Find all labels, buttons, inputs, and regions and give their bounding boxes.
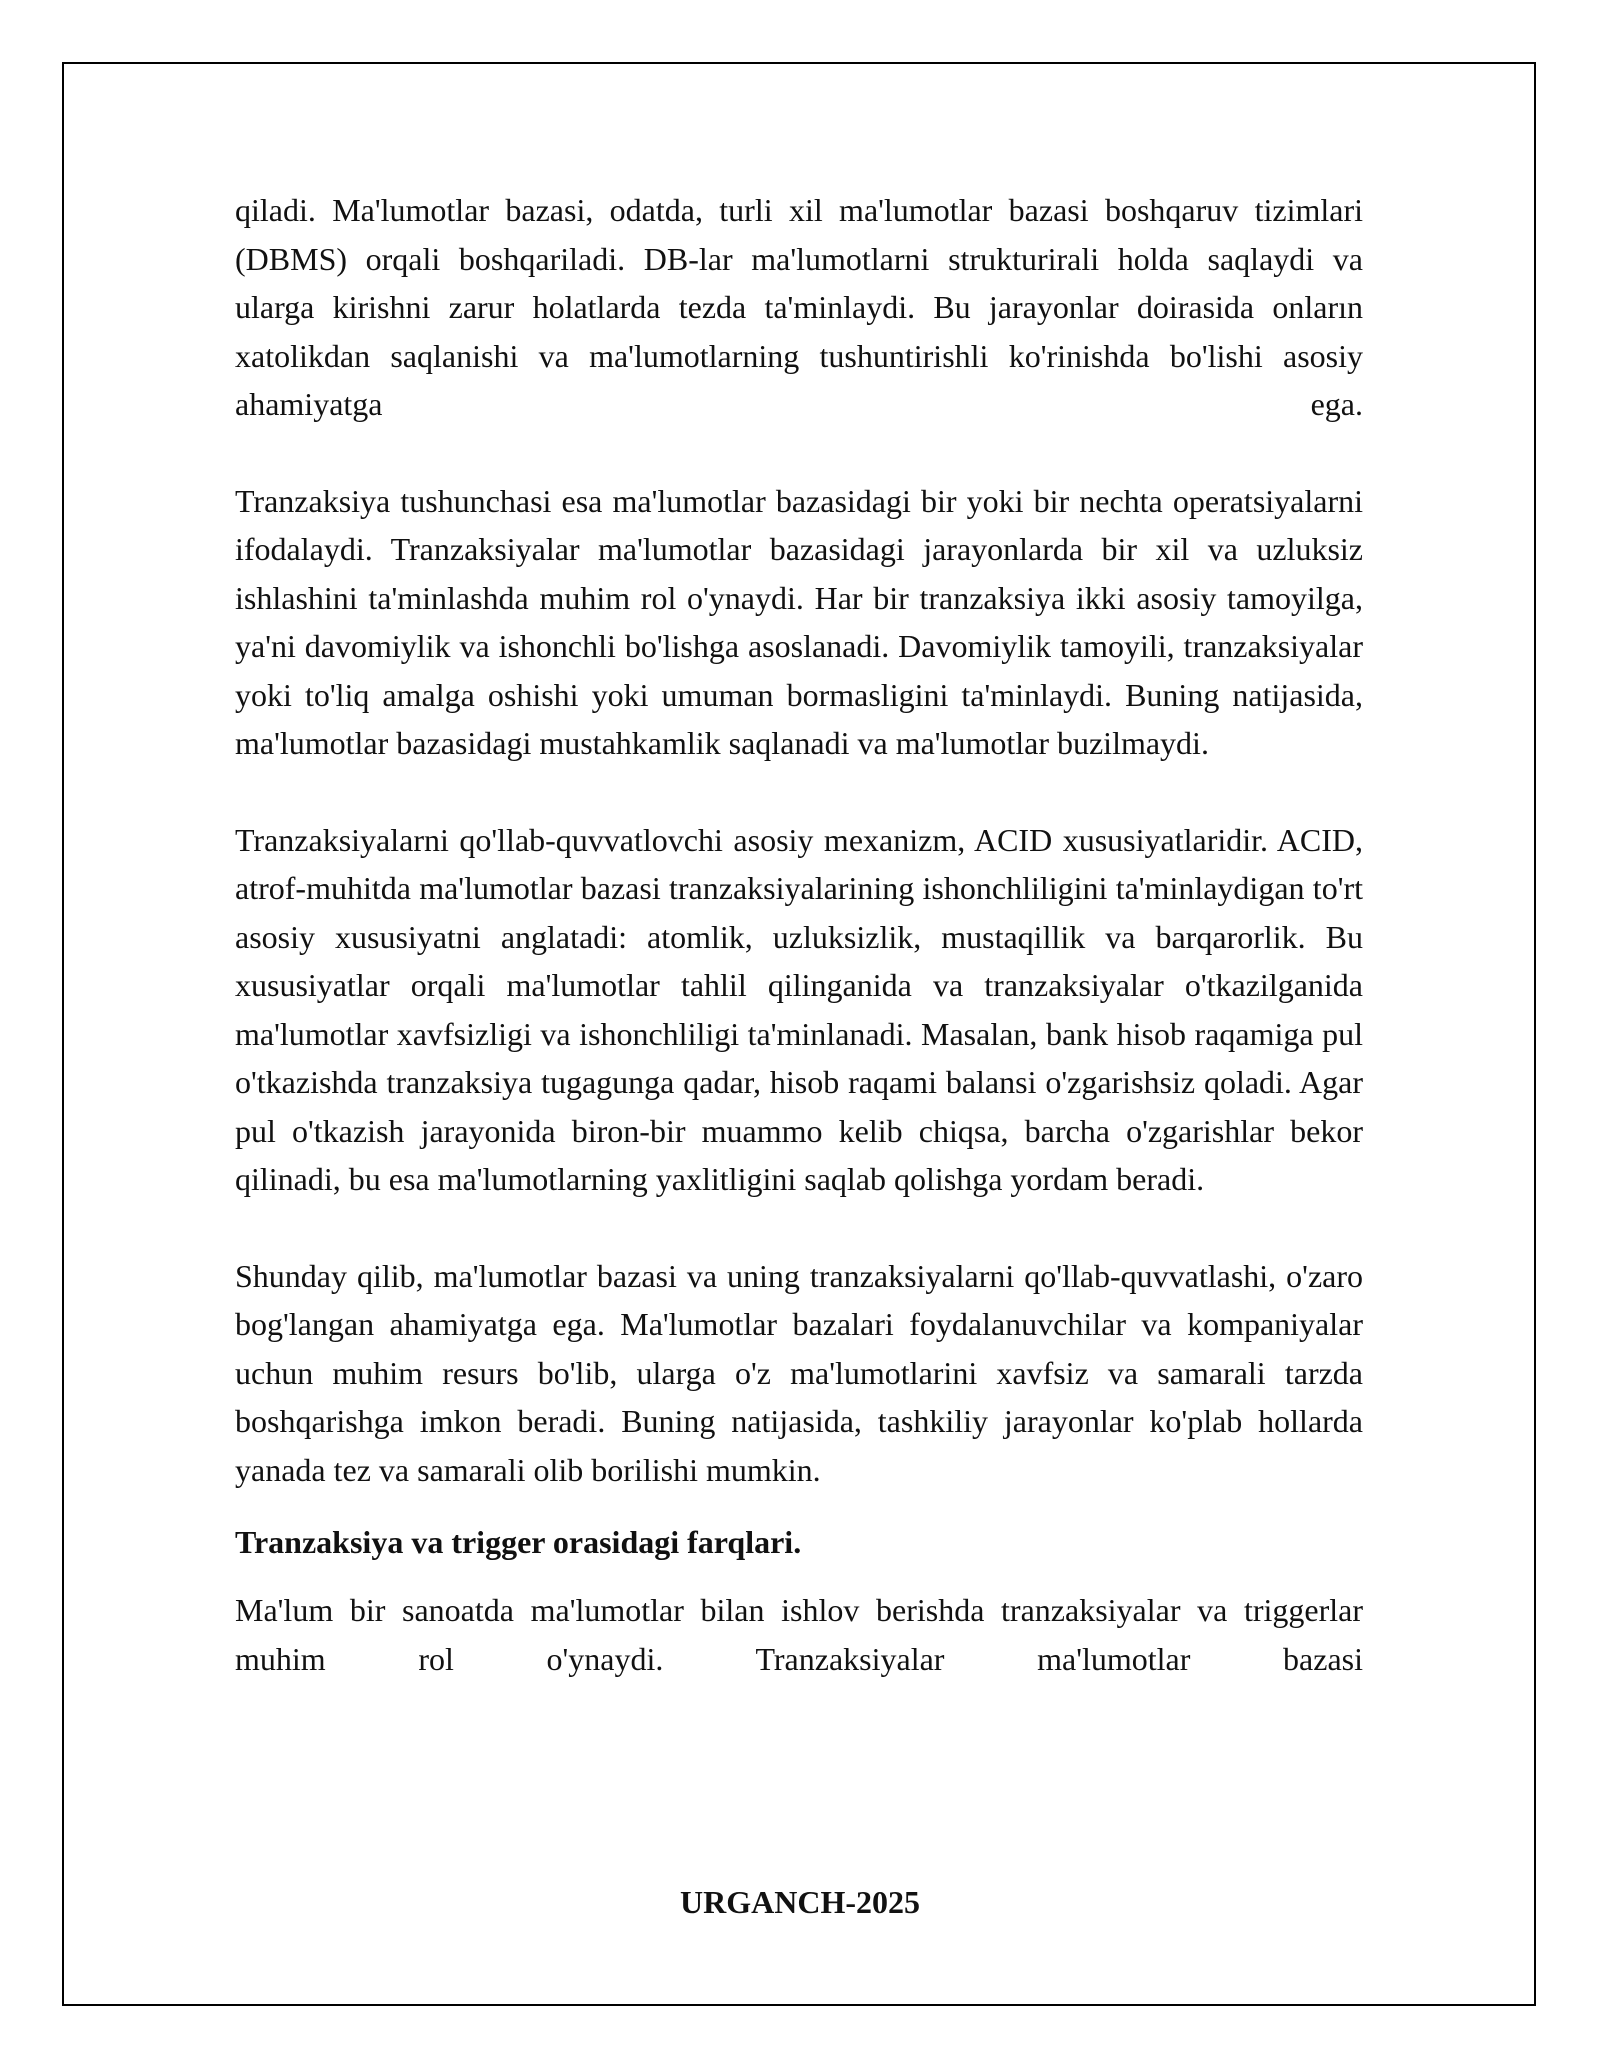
page-footer: URGANCH-2025 [680,1884,920,1920]
section-heading: Tranzaksiya va trigger orasidagi farqlari. [235,1524,802,1560]
paragraph-2: Tranzaksiya tushunchasi esa ma'lumotlar bazasidagi bir yoki bir nechta operatsiyalarni ifodalaydi. Tranzaksiyalar ma'lumotlar bazasidagi jarayonlarda bir xil va uzluksiz ishlashini ta'minlashda muhim rol o'ynaydi. Har bir tranzaksiya ikki asosiy tamoyilga, ya'ni davomiylik va ishonchli bo'lishga asoslanadi. Davomiylik tamoyili, tranzaksiyalar yoki to'liq amalga oshishi yoki umuman bormasligini ta'minlaydi. Buning natijasida, ma'lumotlar bazasidagi mustahkamlik saqlanadi va ma'lumotlar buzilmaydi. [235,482,1363,761]
paragraph-gap [235,429,1363,477]
paragraph-1: qiladi. Ma'lumotlar bazasi, odatda, turli xil ma'lumotlar bazasi boshqaruv tizimlari (DBMS) orqali boshqariladi. DB-lar ma'lumotlarni strukturirali holda saqlaydi va ularga kirishni zarur holatlarda tezda ta'minlaydi. Bu jarayonlar doirasida onların xatolikdan saqlanishi va ma'lumotlarning tushuntirishli ko'rinishda bo'lishi asosiy ahamiyatga ega. [235,192,1363,422]
paragraph-5: Ma'lum bir sanoatda ma'lumotlar bilan ishlov berishda tranzaksiyalar va triggerlar muhim rol o'ynaydi. Tranzaksiyalar ma'lumotlar bazasi [235,1592,1363,1677]
paragraph-4: Shunday qilib, ma'lumotlar bazasi va uning tranzaksiyalarni qo'llab-quvvatlashi, o'zaro bog'langan ahamiyatga ega. Ma'lumotlar bazalari foydalanuvchilar va kompaniyalar uchun muhim resurs bo'lib, ularga o'z ma'lumotlarini xavfsiz va samarali tarzda boshqarishga imkon beradi. Buning natijasida, tashkiliy jarayonlar ko'plab hollarda yanada tez va samarali olib borilishi mumkin. [235,1257,1363,1488]
document-body [235,186,1363,1683]
paragraph-3: Tranzaksiyalarni qo'llab-quvvatlovchi asosiy mexanizm, ACID xususiyatlaridir. ACID, atrof-muhitda ma'lumotlar bazasi tranzaksiyalarining ishonchliligini ta'minlaydigan to'rt asosiy xususiyatni anglatadi: atomlik, uzluksizlik, mustaqillik va barqarorlik. Bu xususiyatlar orqali ma'lumotlar tahlil qilinganida va tranzaksiyalar o'tkazilganida ma'lumotlar xavfsizligi va ishonchliligi ta'minlanadi. Masalan, bank hisob raqamiga pul o'tkazishda tranzaksiya tugagunga qadar, hisob raqami balansi o'zgarishsiz qoladi. Agar pul o'tkazish jarayonida biron-bir muammo kelib chiqsa, barcha o'zgarishlar bekor qilinadi, bu esa ma'lumotlarning yaxlitligini saqlab qolishga yordam beradi. [235,821,1363,1197]
paragraph-gap [235,768,1363,816]
paragraph-gap [235,1204,1363,1252]
